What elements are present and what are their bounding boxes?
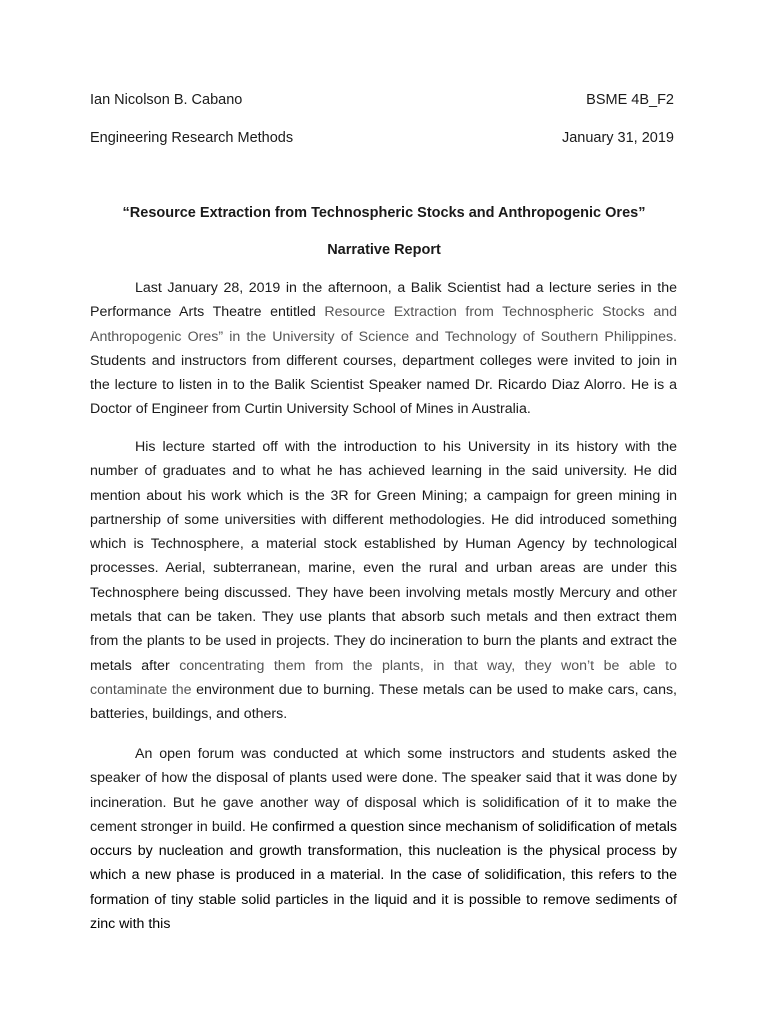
paragraph-3-part-b: confirmed a question since mechanism of solidification of metals occurs by nucleation and growth transformation, this nucleation is the physical process by which a new phase is produced in a material. In the case of solidification, this refers to the formation of tiny stable solid particles in the liquid and it is possible to remove sediments of zinc with this bbox=[90, 818, 677, 933]
paragraph-3-part-a: An open forum was conducted at which some instructors and students asked the speaker of how the disposal of plants used were done. The speaker said that it was done by incineration. But he gave another way of disposal which is solidification of it to make the cement stronger in build. He bbox=[90, 746, 677, 835]
paragraph-2-part-c: environment due to burning. These metals can be used to make cars, cans, batteries, buildings, and others. bbox=[90, 681, 677, 723]
document-title: “Resource Extraction from Technospheric Stocks and Anthropogenic Ores” bbox=[122, 205, 646, 221]
paragraph-2 bbox=[90, 435, 677, 727]
paragraph-3 bbox=[90, 742, 677, 936]
document-subtitle: Narrative Report bbox=[327, 242, 441, 258]
course-name: Engineering Research Methods bbox=[90, 130, 294, 146]
paragraph-1-part-b: Resource Extraction from Technospheric Stocks and Anthropogenic Ores” in the University of Science and Technology of Southern Philippines. bbox=[90, 304, 678, 345]
paragraph-2-part-a: His lecture started off with the introduction to his University in its history with the number of graduates and to what he has achieved learning in the said university. He did mention about his work which is the 3R for Green Mining; a campaign for green mining in partnership of some universities with different methodologies. He did introduced something which is Technosphere, a material stock established by Human Agency by technological processes. Aerial, subterranean, marine, even the rural and urban areas are under this Technosphere being discussed. They have been involving metals mostly Mercury and other metals that can be taken. They use plants that absorb such metals and then extract them from the plants to be used in projects. They do incineration to burn the plants and extract the metals after bbox=[90, 439, 677, 674]
section-code: BSME 4B_F2 bbox=[586, 92, 674, 108]
paragraph-2-part-b: concentrating them from the plants, in that way, they won’t be able to contaminate the bbox=[90, 657, 678, 698]
report-date: January 31, 2019 bbox=[561, 130, 674, 146]
paragraph-1-part-c: Students and instructors from different courses, department colleges were invited to join in the lecture to listen in to the Balik Scientist Speaker named Dr. Ricardo Diaz Alorro. He is a Doctor of Engineer from Curtin University School of Mines in Australia. bbox=[90, 352, 677, 418]
header-row-author bbox=[90, 92, 674, 108]
paragraph-1 bbox=[90, 276, 677, 422]
paragraph-1-part-a: Last January 28, 2019 in the afternoon, a Balik Scientist had a lecture series in the Performance Arts Theatre entitled bbox=[90, 280, 677, 321]
header-row-course bbox=[90, 130, 674, 146]
author-name: Ian Nicolson B. Cabano bbox=[90, 92, 243, 108]
